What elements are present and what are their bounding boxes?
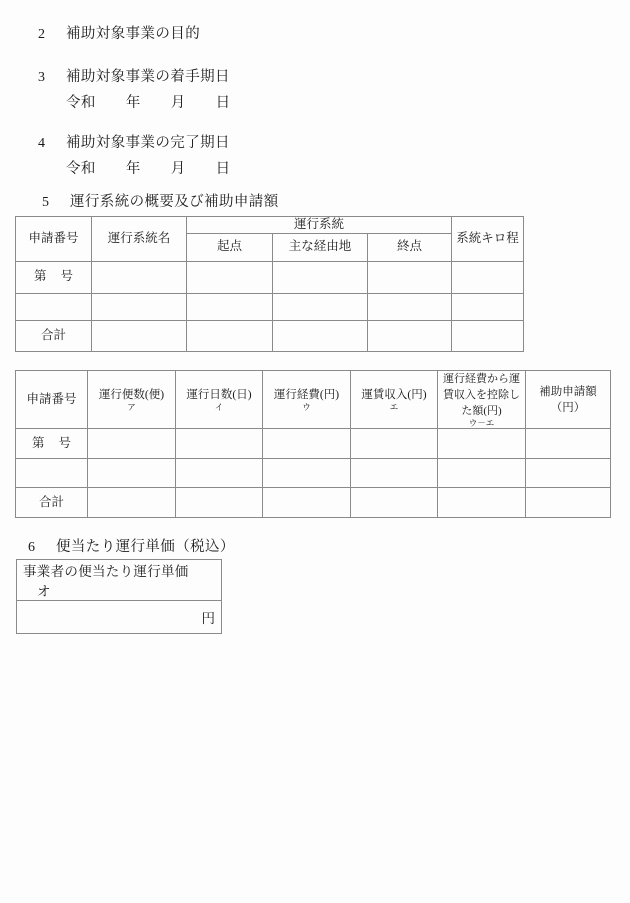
cell-total-net-amount[interactable] [438,488,526,518]
month-label: 月 [170,161,186,177]
cell-route-kilometers[interactable] [452,261,524,293]
cell-fare-revenue[interactable] [351,459,438,488]
row-label-total: 合計 [16,488,88,518]
section-6-heading [28,539,235,556]
cell-total-fare-revenue[interactable] [351,488,438,518]
section-4-date-line[interactable] [66,157,231,178]
section-2-heading [38,26,200,43]
header-expenses: 運行経費(円) ウ [263,371,351,429]
section-3-title: 補助対象事業の着手期日 [66,69,230,85]
cost-table-header-row [16,371,611,429]
header-fare-revenue-mark: エ [389,402,399,413]
cell-via[interactable] [273,261,368,293]
cell-subsidy-amount[interactable] [526,429,611,459]
table-row [16,293,524,320]
section-4-title: 補助対象事業の完了期日 [66,135,230,151]
section-4-number: 4 [38,136,45,151]
unit-price-header-row [17,560,222,601]
header-trips-mark: ア [127,402,136,413]
cell-trips[interactable] [88,429,176,459]
cell-net-amount[interactable] [438,459,526,488]
row-label-application-number: 第 号 [16,261,92,293]
month-label: 月 [170,95,186,111]
section-2-number: 2 [38,27,45,42]
unit-price-box [16,559,222,634]
unit-price-currency: 円 [201,611,215,626]
section-3-date-line[interactable] [66,91,231,112]
header-net-amount-mark: ウ－エ [468,418,495,429]
unit-price-value-row [17,601,222,634]
day-label: 日 [215,95,231,111]
cell-total-expenses[interactable] [263,488,351,518]
cell-subsidy-amount[interactable] [526,459,611,488]
cell-application-number[interactable] [16,459,88,488]
era-label: 令和 [66,95,96,111]
row-label-application-number: 第 号 [16,429,88,459]
header-fare-revenue: 運賃収入(円) エ [351,371,438,429]
header-route-name: 運行系統名 [92,217,187,262]
cell-days[interactable] [176,429,263,459]
year-label: 年 [125,95,141,111]
row-label-total: 合計 [16,320,92,351]
header-via: 主な経由地 [273,233,368,261]
header-subsidy-amount: 補助申請額（円） [526,371,611,429]
section-3-number: 3 [38,70,45,85]
cell-application-number[interactable] [16,293,92,320]
table-row-total [16,320,524,351]
section-2-title: 補助対象事業の目的 [66,26,201,42]
unit-price-mark: オ [37,584,51,599]
header-net-amount: 運行経費から運賃収入を控除した額(円) ウ－エ [438,371,526,429]
header-route-kilometers: 系統キロ程 [452,217,524,262]
cell-total-days[interactable] [176,488,263,518]
section-6-title: 便当たり運行単価（税込） [56,539,235,555]
cell-route-name[interactable] [92,293,187,320]
year-label: 年 [125,161,141,177]
cell-via[interactable] [273,293,368,320]
section-5-heading [42,194,279,211]
table-row-total [16,488,611,518]
unit-price-label: 事業者の便当たり運行単価オ [17,560,222,601]
cell-net-amount[interactable] [438,429,526,459]
cell-total-origin[interactable] [187,320,273,351]
header-days-mark: イ [214,402,224,413]
route-summary-table [15,216,524,352]
cell-terminus[interactable] [368,261,452,293]
cell-route-name[interactable] [92,261,187,293]
cost-summary-table [15,370,611,518]
header-application-number: 申請番号 [16,371,88,429]
header-route-group: 運行系統 [187,217,452,234]
table-row [16,429,611,459]
era-label: 令和 [66,161,96,177]
section-5-number: 5 [42,195,49,210]
unit-price-value-cell[interactable] [17,601,222,634]
header-expenses-mark: ウ [302,402,311,413]
section-4-heading [38,135,230,152]
cell-origin[interactable] [187,293,273,320]
cell-terminus[interactable] [368,293,452,320]
header-trips: 運行便数(便) ア [88,371,176,429]
cell-total-route-kilometers[interactable] [452,320,524,351]
cell-days[interactable] [176,459,263,488]
table-row [16,459,611,488]
day-label: 日 [215,161,231,177]
cell-trips[interactable] [88,459,176,488]
header-terminus: 終点 [368,233,452,261]
cell-total-trips[interactable] [88,488,176,518]
section-3-heading [38,69,230,86]
header-application-number: 申請番号 [16,217,92,262]
section-5-title: 運行系統の概要及び補助申請額 [70,194,279,210]
cell-total-via[interactable] [273,320,368,351]
cell-total-subsidy-amount[interactable] [526,488,611,518]
cell-total-route-name[interactable] [92,320,187,351]
route-table-header-row-1 [16,217,524,234]
table-row [16,261,524,293]
cell-origin[interactable] [187,261,273,293]
section-6-number: 6 [28,540,35,555]
header-origin: 起点 [187,233,273,261]
cell-expenses[interactable] [263,459,351,488]
cell-route-kilometers[interactable] [452,293,524,320]
cell-fare-revenue[interactable] [351,429,438,459]
cell-total-terminus[interactable] [368,320,452,351]
header-days: 運行日数(日) イ [176,371,263,429]
cell-expenses[interactable] [263,429,351,459]
